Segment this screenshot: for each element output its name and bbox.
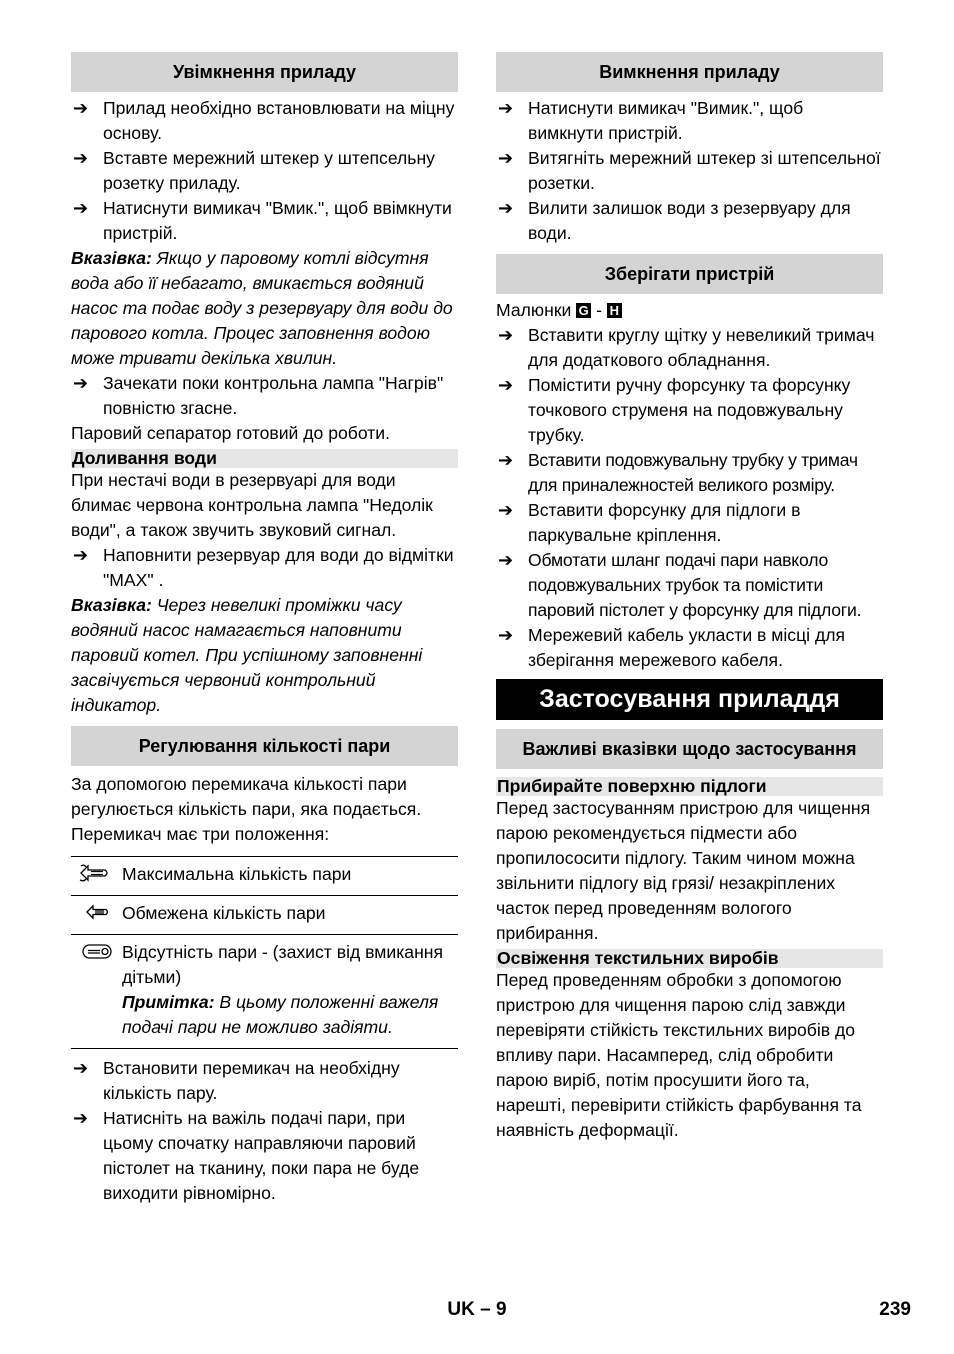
left-column bbox=[71, 52, 458, 1206]
arrow-icon: ➔ bbox=[73, 1108, 89, 1128]
section-title-storage: Зберігати пристрій bbox=[496, 254, 883, 294]
arrow-icon: ➔ bbox=[498, 148, 514, 168]
arrow-icon: ➔ bbox=[498, 375, 514, 395]
figures-ref: Малюнки G - H bbox=[496, 298, 883, 323]
note-paragraph: Вказівка: Через невеликі проміжки часу водяний насос намагається наповнити паровий котел. При успішному заповненні засвічується червоний контрольний індикатор. bbox=[71, 595, 423, 715]
step-item: ➔ Вставити подовжувальну трубку у тримач для приналежностей великого розміру. bbox=[498, 450, 858, 495]
arrow-icon: ➔ bbox=[73, 545, 89, 565]
figure-label-g: G bbox=[576, 303, 591, 318]
subsection-title-floor: Прибирайте поверхню підлоги bbox=[496, 777, 883, 796]
step-item: ➔ Наповнити резервуар для води до відмітки "MAX" . bbox=[73, 545, 454, 590]
arrow-icon: ➔ bbox=[498, 98, 514, 118]
section-title-steam-amount: Регулювання кількості пари bbox=[71, 726, 458, 766]
steam-positions-table bbox=[71, 856, 458, 1049]
page-number: 239 bbox=[879, 1299, 911, 1320]
step-item: ➔ Зачекати поки контрольна лампа "Нагрів" повністю згасне. bbox=[73, 373, 444, 418]
note-paragraph: Вказівка: Якщо у паровому котлі відсутня вода або її небагато, вмикається водяний насос та подає воду з резервуару для води до парового котла. Процес заповнення водою може тривати декілька хвилин. bbox=[71, 248, 453, 368]
remark-label: Примітка: bbox=[122, 992, 215, 1012]
section-title-switch-on: Увімкнення приладу bbox=[71, 52, 458, 92]
note-label: Вказівка: bbox=[71, 248, 152, 268]
step-item: ➔ Натиснути вимикач "Вмик.", щоб ввімкнути пристрій. bbox=[73, 198, 452, 243]
max-steam-icon bbox=[71, 857, 122, 896]
step-item: ➔ Обмотати шланг подачі пари навколо подовжувальних трубок та помістити паровий пістолет у форсунку для підлоги. bbox=[498, 550, 862, 620]
page-label: UK – 9 bbox=[447, 1299, 507, 1320]
chapter-title-accessories: Застосування приладдя bbox=[496, 679, 883, 720]
step-item: ➔ Мережевий кабель укласти в місці для зберігання мережевого кабеля. bbox=[498, 625, 846, 670]
arrow-icon: ➔ bbox=[73, 198, 89, 218]
subsection-title-refill: Доливання води bbox=[71, 449, 458, 468]
arrow-icon: ➔ bbox=[73, 148, 89, 168]
step-item: ➔ Вставити круглу щітку у невеликий тримач для додаткового обладнання. bbox=[498, 325, 875, 370]
arrow-icon: ➔ bbox=[498, 500, 514, 520]
arrow-icon: ➔ bbox=[498, 550, 513, 570]
textile-text: Перед проведенням обробки з допомогою пристрою для чищення парою слід завжди перевіряти стійкість текстильних виробів до впливу пари. Насамперед, слід обробити парою виріб, потім просушити його та, нарешті, перевірити стійкість фарбування та наявність деформації. bbox=[496, 970, 862, 1140]
step-item: ➔ Прилад необхідно встановлювати на міцну основу. bbox=[73, 98, 455, 143]
section-title-important-notes: Важливі вказівки щодо застосування bbox=[496, 729, 883, 769]
note-label: Вказівка: bbox=[71, 595, 152, 615]
subsection-title-textiles: Освіження текстильних виробів bbox=[496, 949, 883, 968]
ready-text: Паровий сепаратор готовий до роботи. bbox=[71, 423, 391, 443]
arrow-icon: ➔ bbox=[498, 625, 514, 645]
arrow-icon: ➔ bbox=[498, 198, 514, 218]
table-row: Обмежена кількість пари bbox=[71, 896, 458, 935]
step-item: ➔ Помістити ручну форсунку та форсунку точкового струменя на подовжувальну трубку. bbox=[498, 375, 851, 445]
section-title-switch-off: Вимкнення приладу bbox=[496, 52, 883, 92]
floor-text: Перед застосуванням пристрою для чищення парою рекомендується підмести або пропилососити підлогу. Таким чином можна звільнити підлогу від грязі/ незакріплених часток перед проведенням вологого прибирання. bbox=[496, 798, 871, 943]
remark-paragraph: Примітка: В цьому положенні важеля подачі пари не можливо задіяти. bbox=[122, 992, 439, 1037]
figure-label-h: H bbox=[607, 303, 622, 318]
arrow-icon: ➔ bbox=[498, 450, 513, 470]
arrow-icon: ➔ bbox=[73, 373, 89, 393]
steam-intro: За допомогою перемикача кількості пари регулюється кількість пари, яка подається. Перемикач має три положення: bbox=[71, 774, 422, 844]
reduced-steam-icon bbox=[71, 896, 122, 935]
table-row: Відсутність пари - (захист від вмикання дітьми) Примітка: В цьому положенні важеля подачі пари не можливо задіяти. bbox=[71, 935, 458, 1049]
step-item: ➔ Натиснути вимикач "Вимик.", щоб вимкнути пристрій. bbox=[498, 98, 804, 143]
step-item: ➔ Вставити форсунку для підлоги в паркувальне кріплення. bbox=[498, 500, 801, 545]
step-item: ➔ Витягніть мережний штекер зі штепсельної розетки. bbox=[498, 148, 881, 193]
table-row: Максимальна кількість пари bbox=[71, 857, 458, 896]
refill-text: При нестачі води в резервуарі для води блимає червона контрольна лампа "Недолік води", а також звучить звуковий сигнал. bbox=[71, 470, 433, 540]
arrow-icon: ➔ bbox=[73, 98, 89, 118]
step-item: ➔ Вилити залишок води з резервуару для води. bbox=[498, 198, 851, 243]
step-item: ➔ Встановити перемикач на необхідну кількість пару. bbox=[73, 1058, 400, 1103]
step-item: ➔ Натисніть на важіль подачі пари, при цьому спочатку направляючи паровий пістолет на тканину, поки пара не буде виходити рівномірно. bbox=[73, 1108, 420, 1203]
arrow-icon: ➔ bbox=[73, 1058, 89, 1078]
arrow-icon: ➔ bbox=[498, 325, 514, 345]
right-column bbox=[496, 52, 883, 1143]
step-item: ➔ Вставте мережний штекер у штепсельну розетку приладу. bbox=[73, 148, 435, 193]
no-steam-icon bbox=[71, 935, 122, 1049]
